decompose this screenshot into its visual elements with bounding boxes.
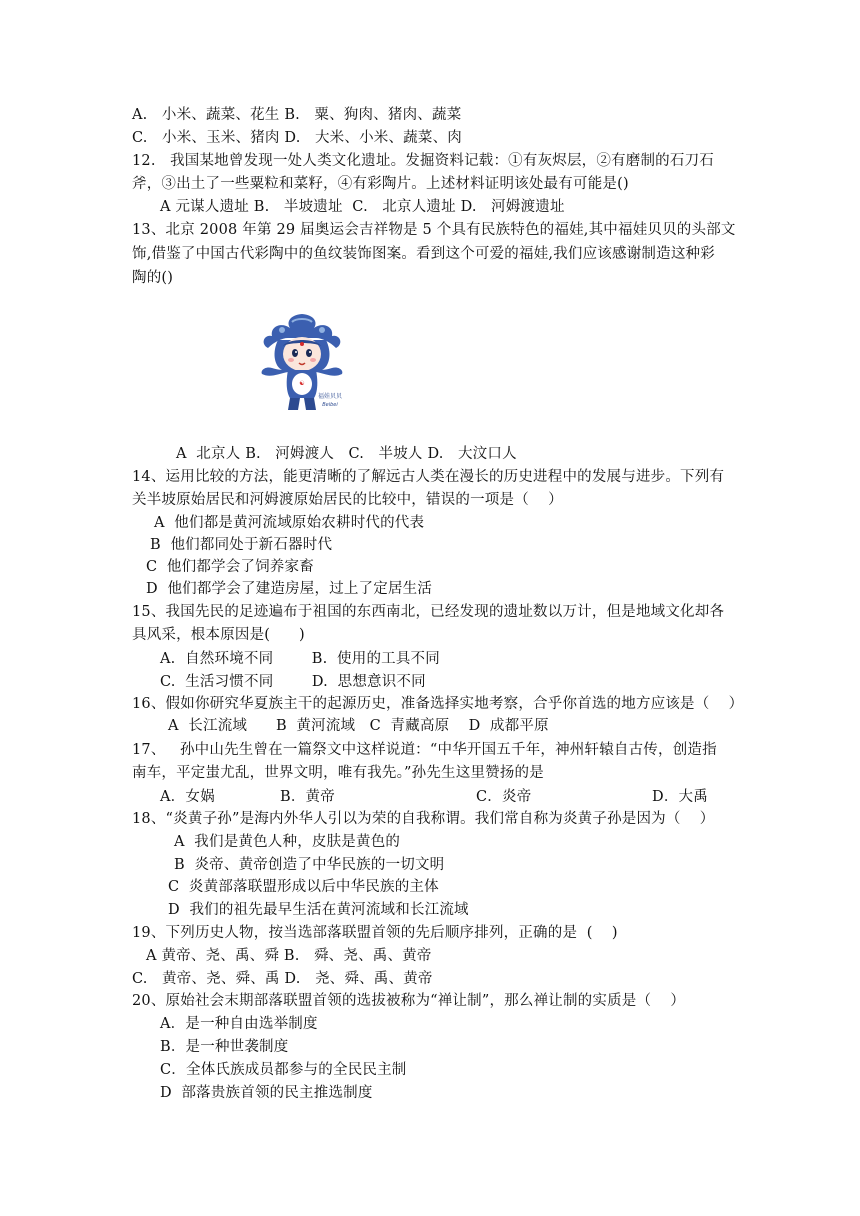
q18-option-a: A 我们是黄色人种，皮肤是黄色的	[174, 834, 401, 850]
fuwa-beibei-mascot-icon	[252, 312, 352, 414]
q12-stem-line2: 斧，③出土了一些粟粒和菜籽，④有彩陶片。上述材料证明该处最有可能是()	[132, 176, 629, 192]
mascot-caption: 福娃贝贝	[317, 393, 343, 400]
q12-stem-line1: 12. 我国某地曾发现一处人类文化遗址。发掘资料记载：①有灰烬层，②有磨制的石刀石	[132, 153, 714, 169]
q20-option-b: B．是一种世袭制度	[160, 1039, 289, 1055]
q17-option-a: A．女娲	[160, 789, 215, 805]
q13-stem-line3: 陶的()	[132, 270, 174, 286]
q15-options-ab: A. 自然环境不同 B. 使用的工具不同	[160, 651, 440, 667]
q14-option-b: B 他们都同处于新石器时代	[150, 537, 333, 553]
q11-options-cd: C. 小米、玉米、猪肉 D. 大米、小米、蔬菜、肉	[132, 130, 462, 146]
q14-option-c: C 他们都学会了饲养家畜	[146, 559, 314, 575]
q15-stem-line1: 15、我国先民的足迹遍布于祖国的东西南北，已经发现的遗址数以万计，但是地域文化却各	[132, 604, 725, 620]
q16-options: A 长江流域 B 黄河流域 C 青藏高原 D 成都平原	[168, 718, 549, 734]
q20-option-a: A．是一种自由选举制度	[160, 1016, 318, 1032]
q13-options: A 北京人 B. 河姆渡人 C. 半坡人 D. 大汶口人	[176, 446, 517, 462]
q17-option-c: C．炎帝	[476, 789, 532, 805]
q11-options-ab: A. 小米、蔬菜、花生 B. 粟、狗肉、猪肉、蔬菜	[132, 107, 462, 123]
mascot-caption-latin: Beibei	[322, 402, 338, 408]
q19-options-cd: C. 黄帝、尧、舜、禹 D. 尧、舜、禹、黄帝	[132, 971, 433, 987]
q18-option-b: B 炎帝、黄帝创造了中华民族的一切文明	[174, 857, 445, 873]
q16-stem: 16、假如你研究华夏族主干的起源历史，准备选择实地考察，合乎你首选的地方应该是（ ）	[132, 696, 744, 712]
q20-stem: 20、原始社会末期部落联盟首领的选拔被称为“禅让制”，那么禅让制的实质是（ ）	[132, 993, 686, 1009]
q14-stem-line1: 14、运用比较的方法，能更清晰的了解远古人类在漫长的历史进程中的发展与进步。下列有	[132, 469, 725, 485]
q15-options-cd: C. 生活习惯不同 D. 思想意识不同	[160, 674, 426, 690]
q20-option-d: D 部落贵族首领的民主推选制度	[160, 1085, 373, 1101]
q13-stem-line1: 13、北京 2008 年第 29 届奥运会吉祥物是 5 个具有民族特色的福娃,其中福娃贝贝的头部文	[132, 222, 736, 238]
q12-options: A 元谋人遗址 B. 半坡遗址 C. 北京人遗址 D. 河姆渡遗址	[160, 199, 565, 215]
q14-stem-line2: 关半坡原始居民和河姆渡原始居民的比较中，错误的一项是（ ）	[132, 492, 563, 508]
q13-stem-line2: 饰,借鉴了中国古代彩陶中的鱼纹装饰图案。看到这个可爱的福娃,我们应该感谢制造这种彩	[132, 246, 715, 262]
q15-stem-line2: 具风采，根本原因是( )	[132, 627, 305, 643]
q17-option-d: D．大禹	[652, 789, 708, 805]
q19-stem: 19、下列历史人物，按当选部落联盟首领的先后顺序排列，正确的是 ( )	[132, 925, 618, 941]
q19-options-ab: A 黄帝、尧、禹、舜 B. 舜、尧、禹、黄帝	[146, 948, 432, 964]
q14-option-a: A 他们都是黄河流域原始农耕时代的代表	[154, 515, 425, 531]
q18-option-c: C 炎黄部落联盟形成以后中华民族的主体	[168, 879, 439, 895]
q14-option-d: D 他们都学会了建造房屋，过上了定居生活	[146, 581, 433, 597]
q18-option-d: D 我们的祖先最早生活在黄河流域和长江流域	[168, 902, 469, 918]
q17-option-b: B．黄帝	[280, 789, 335, 805]
q17-stem-line1: 17、 孙中山先生曾在一篇祭文中这样说道：“中华开国五千年，神州轩辕自古传，创造指	[132, 742, 717, 758]
svg-text:☯: ☯	[299, 380, 305, 387]
q17-stem-line2: 南车，平定蚩尤乱，世界文明，唯有我先。”孙先生这里赞扬的是	[132, 765, 544, 781]
q20-option-c: C．全体氏族成员都参与的全民民主制	[160, 1062, 407, 1078]
q18-stem: 18、“炎黄子孙”是海内外华人引以为荣的自我称谓。我们常自称为炎黄子孙是因为（ ）	[132, 811, 715, 827]
